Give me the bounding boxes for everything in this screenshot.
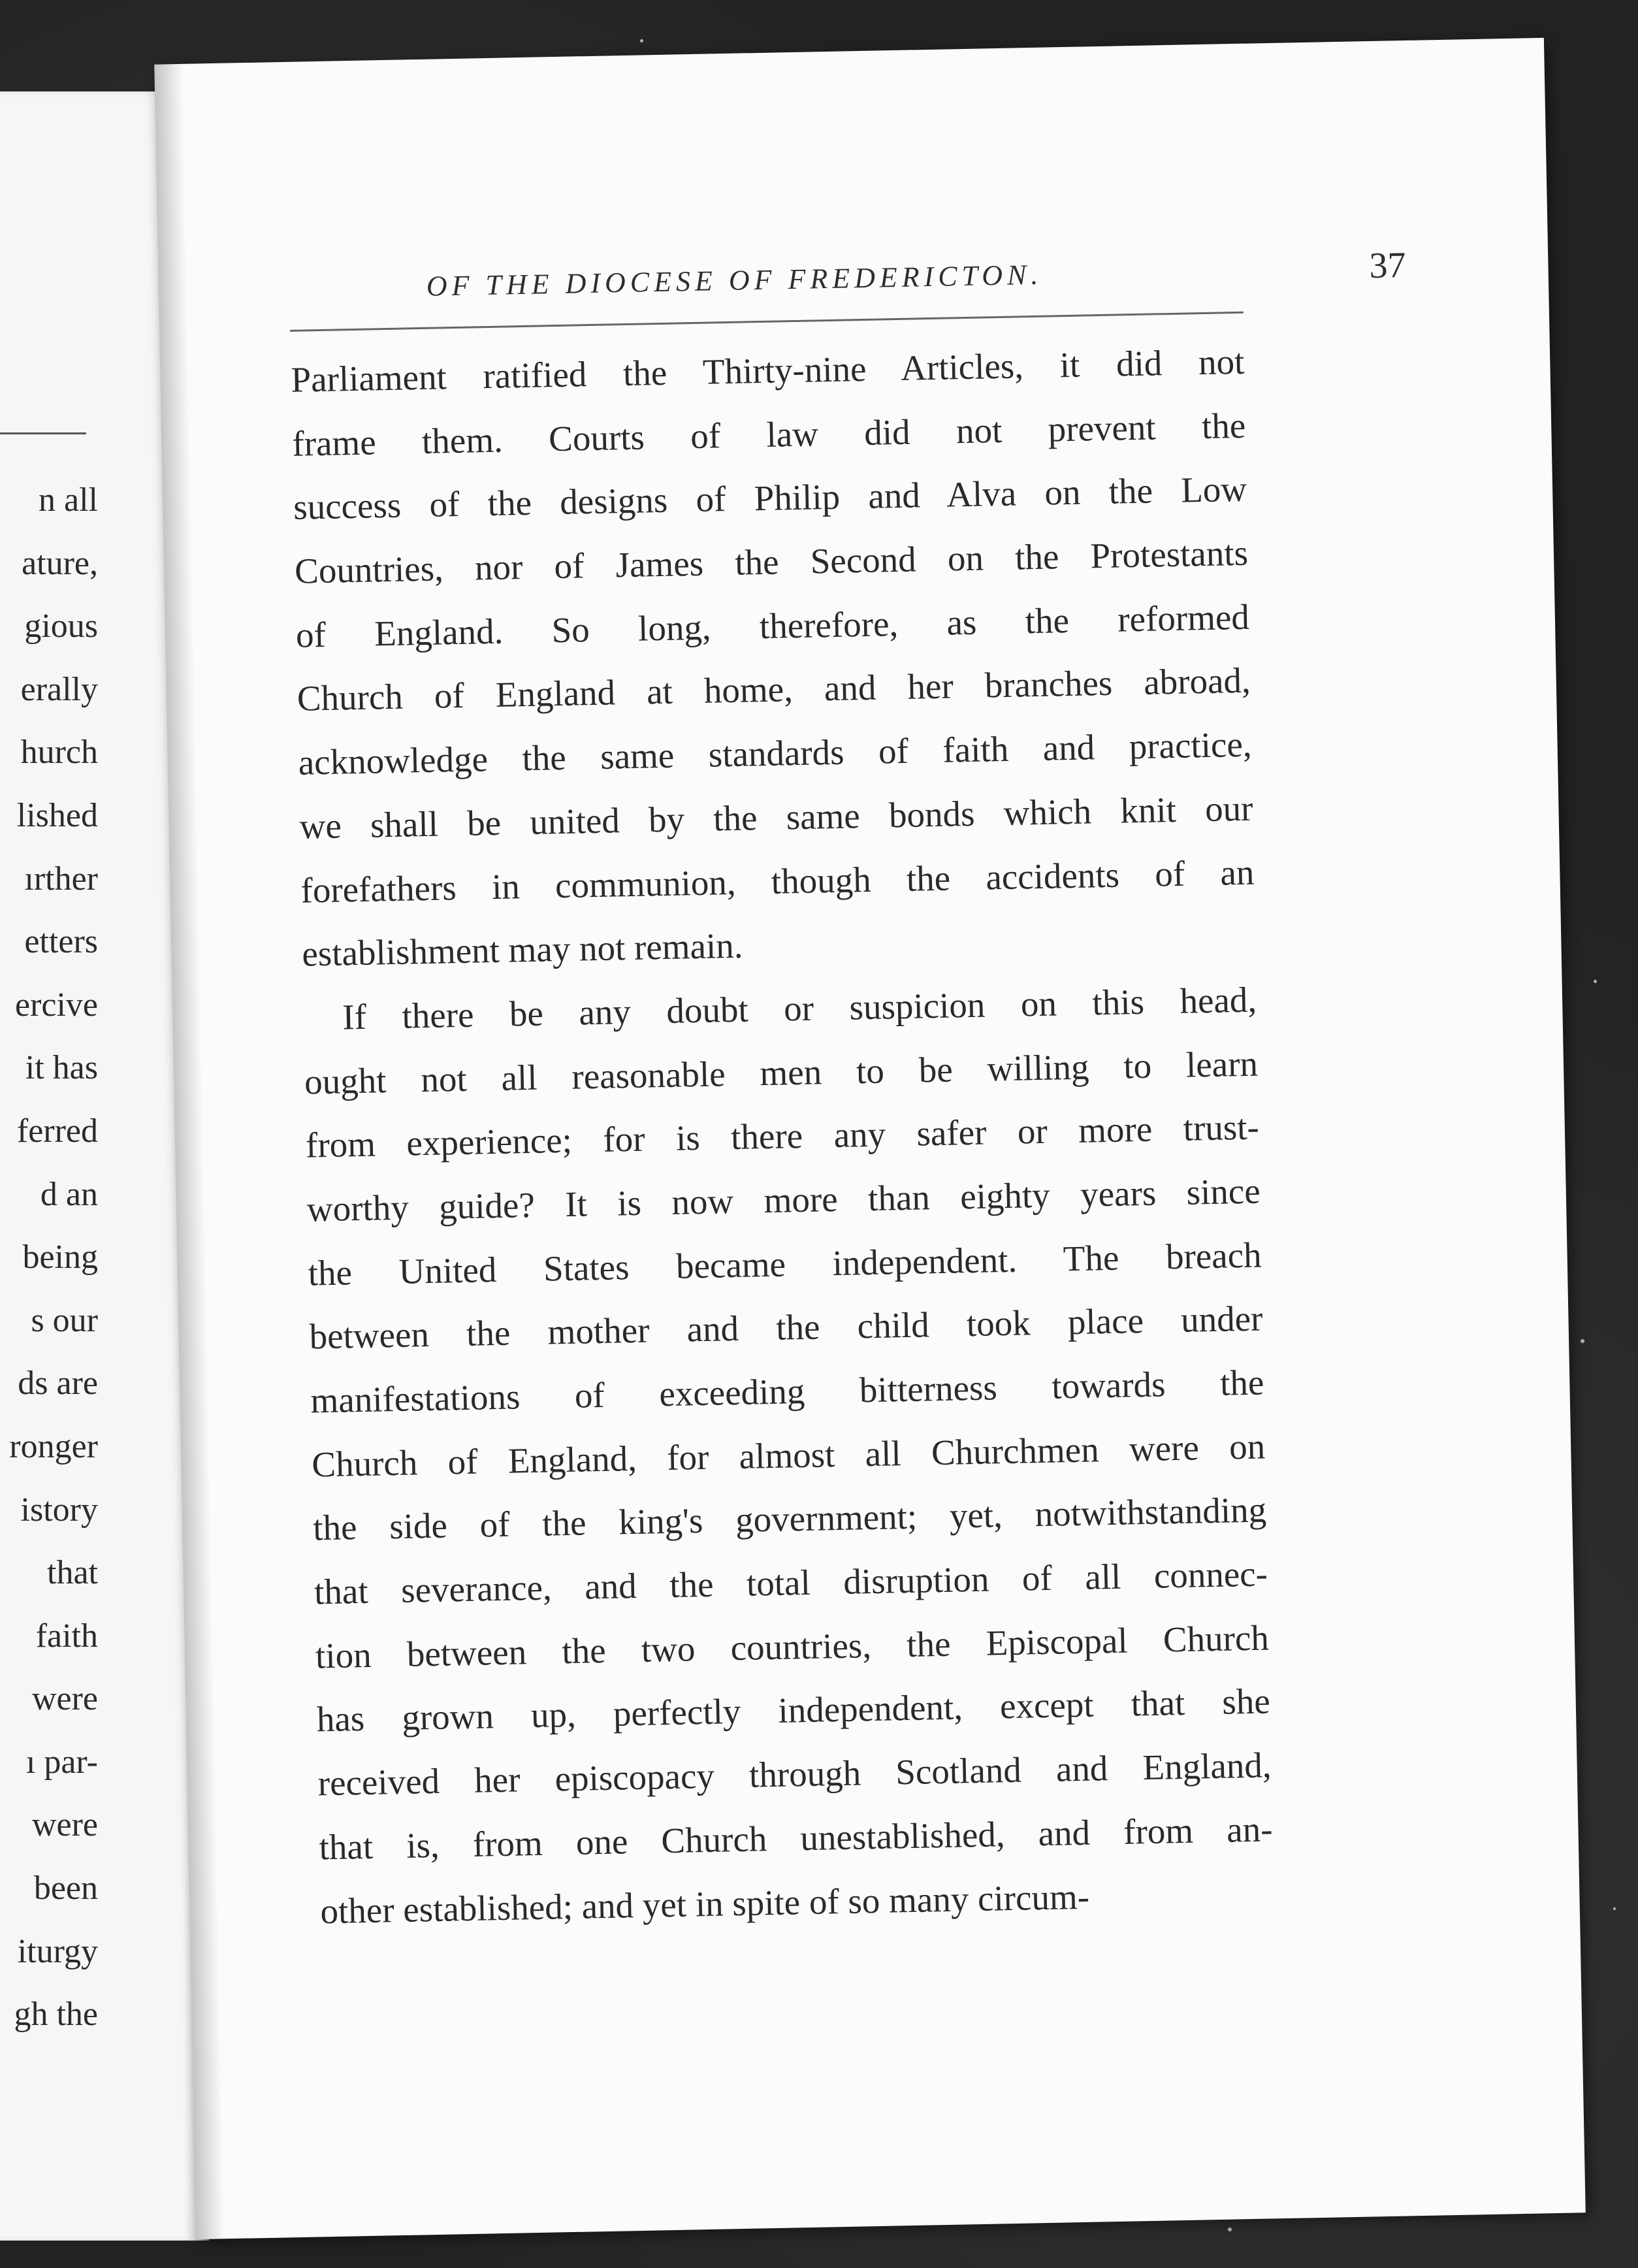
- left-page-line: n all: [39, 481, 98, 519]
- text-line: has grown up, perfectly independent, except that she: [316, 1681, 1271, 1740]
- left-page-line: gh the: [14, 1996, 98, 2033]
- text-line: that severance, and the total disruption of all connec-: [313, 1553, 1268, 1612]
- left-page-line: ı par-: [25, 1743, 98, 1781]
- left-page-head-rule: [0, 432, 86, 434]
- dust-speck: [1228, 2228, 1232, 2231]
- text-line: Church of England, for almost all Churchmen were on: [311, 1426, 1266, 1485]
- left-page-line: s our: [31, 1301, 98, 1339]
- left-page-line: being: [22, 1239, 98, 1276]
- running-head: [334, 244, 1406, 317]
- text-line: the United States became independent. The breach: [308, 1235, 1262, 1293]
- paragraph-1: [291, 330, 1256, 986]
- left-page-text: [0, 469, 98, 2047]
- text-line: that is, from one Church unestablished, and from an-: [319, 1809, 1273, 1868]
- text-line: of England. So long, therefore, as the reformed: [295, 596, 1250, 655]
- left-page-line: ronger: [9, 1427, 98, 1465]
- page-number: 37: [1368, 245, 1407, 287]
- left-page-line: lished: [16, 796, 98, 834]
- left-page-line: etters: [24, 923, 98, 961]
- left-page-line: iturgy: [17, 1932, 98, 1970]
- left-page-line: it has: [25, 1049, 98, 1087]
- paragraph-2: [302, 967, 1274, 1943]
- left-page-line: hurch: [20, 734, 98, 771]
- text-line: establishment may not remain.: [301, 925, 743, 974]
- dust-speck: [1594, 980, 1597, 983]
- text-line: acknowledge the same standards of faith and practice,: [298, 724, 1253, 783]
- dust-speck: [1581, 1339, 1584, 1343]
- left-page-line: gious: [24, 608, 98, 645]
- text-line: received her episcopacy through Scotland and England,: [317, 1745, 1272, 1804]
- left-page-line: been: [33, 1870, 98, 1907]
- text-line: If there be any doubt or suspicion on this head,: [342, 979, 1257, 1037]
- left-page-line: were: [31, 1806, 98, 1844]
- dust-speck: [640, 39, 643, 42]
- text-line: Parliament ratified the Thirty-nine Articles, it did not: [290, 341, 1245, 400]
- text-line: worthy guide? It is now more than eighty years since: [306, 1171, 1261, 1229]
- text-line: we shall be united by the same bonds which knit our: [299, 788, 1253, 847]
- left-page-line: that: [47, 1554, 98, 1592]
- text-line: Countries, nor of James the Second on the Protestants: [294, 532, 1249, 591]
- dust-speck: [1613, 1907, 1616, 1910]
- running-title: OF THE DIOCESE OF FREDERICTON.: [426, 258, 1043, 302]
- text-line: other established; and yet in spite of so many circum-: [319, 1876, 1090, 1931]
- text-line: tion between the two countries, the Episcopal Church: [315, 1617, 1270, 1676]
- left-page-line: were: [31, 1680, 98, 1718]
- text-line: from experience; for is there any safer or more trust-: [305, 1107, 1260, 1165]
- left-page-line: ercive: [14, 986, 98, 1024]
- left-page-line: ırther: [24, 860, 98, 898]
- body-text: [291, 330, 1275, 1943]
- left-page-line: faith: [35, 1617, 98, 1655]
- text-line: the side of the king's government; yet, notwithstanding: [312, 1489, 1267, 1548]
- text-line: ought not all reasonable men to be willing to learn: [304, 1043, 1259, 1102]
- right-page: [154, 38, 1586, 2239]
- text-line: manifestations of exceeding bitterness towards the: [310, 1362, 1264, 1421]
- text-line: frame them. Courts of law did not prevent the: [291, 405, 1246, 464]
- left-page-line: istory: [20, 1491, 98, 1529]
- left-page-line: ature,: [22, 544, 98, 582]
- left-page-line: ds are: [18, 1365, 98, 1402]
- text-line: between the mother and the child took place under: [309, 1298, 1263, 1357]
- text-line: forefathers in communion, though the accidents of an: [300, 852, 1255, 911]
- left-page-line: d an: [40, 1175, 98, 1213]
- left-page-line: erally: [20, 670, 98, 708]
- left-page-line: ferred: [16, 1112, 98, 1150]
- text-line: success of the designs of Philip and Alva on the Low: [293, 469, 1247, 528]
- text-line: Church of England at home, and her branches abroad,: [297, 660, 1251, 719]
